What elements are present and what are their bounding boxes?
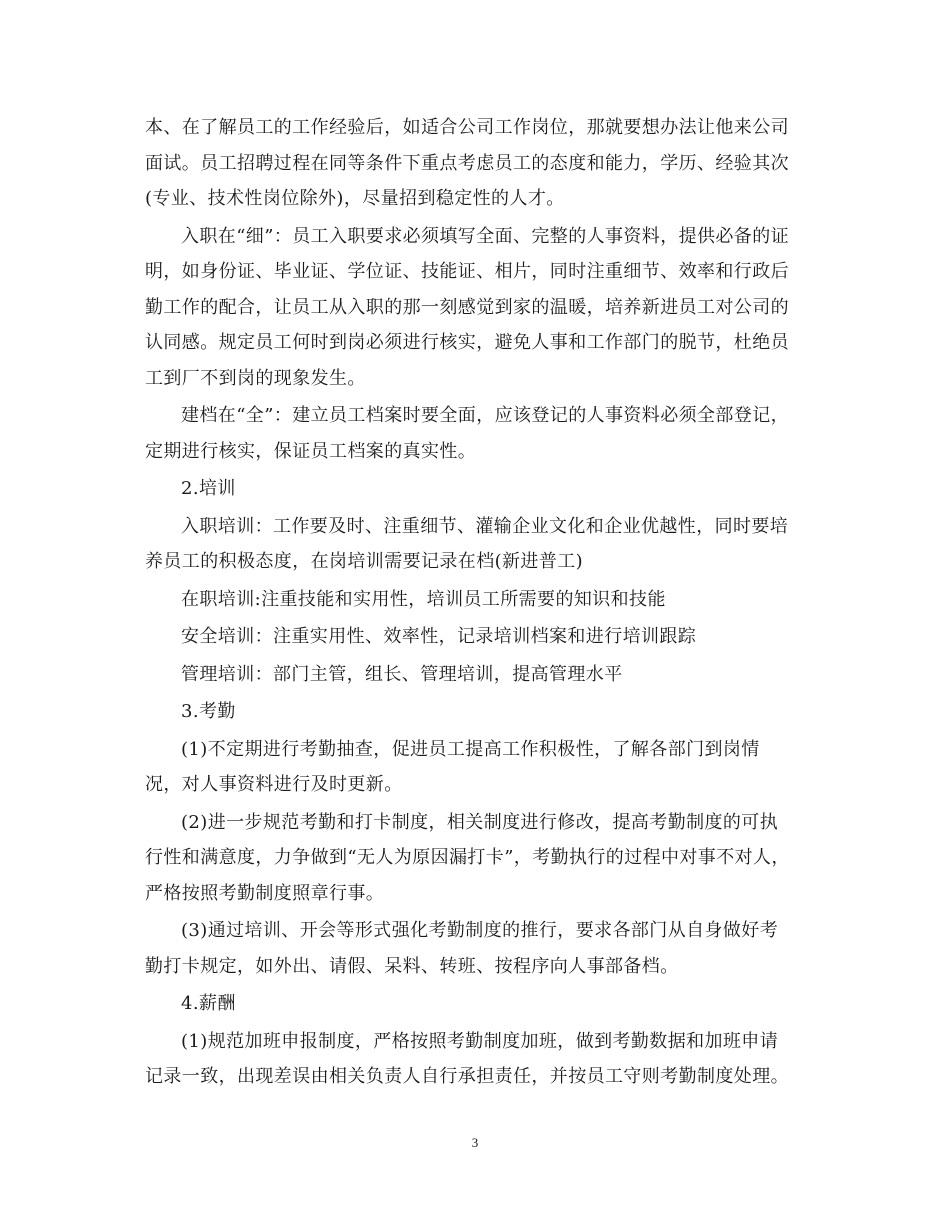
text-line: 面试。员工招聘过程在同等条件下重点考虑员工的态度和能力，学历、经验其次 xyxy=(145,152,789,174)
text-line: 入职在“细”：员工入职要求必须填写全面、完整的人事资料，提供必备的证 xyxy=(181,225,790,247)
text-line: 况，对人事资料进行及时更新。 xyxy=(145,774,403,795)
paragraph xyxy=(145,694,805,730)
paragraph xyxy=(145,619,805,655)
text-line: 管理培训：部门主管，组长、管理培训，提高管理水平 xyxy=(181,663,623,685)
text-line: 工到厂不到岗的现象发生。 xyxy=(145,367,366,389)
text-line: (2)进一步规范考勤和打卡制度，相关制度进行修改，提高考勤制度的可执 xyxy=(181,811,779,833)
text-line: 本、在了解员工的工作经验后，如适合公司工作岗位，那就要想办法让他来公司 xyxy=(145,117,789,138)
paragraph xyxy=(145,398,805,469)
text-line: (3)通过培训、开会等形式强化考勤制度的推行，要求各部门从自身做好考 xyxy=(181,920,779,941)
text-line: (1)规范加班申报制度，严格按照考勤制度加班，做到考勤数据和加班申请 xyxy=(181,1030,779,1052)
paragraph xyxy=(145,913,805,984)
paragraph xyxy=(145,986,805,1022)
paragraph xyxy=(145,805,805,912)
text-line: 在职培训:注重技能和实用性，培训员工所需要的知识和技能 xyxy=(181,588,666,610)
page-number: 3 xyxy=(471,1135,479,1150)
text-line: 建档在“全”：建立员工档案时要全面，应该登记的人事资料必须全部登记， xyxy=(181,405,790,426)
text-line: 入职培训：工作要及时、注重细节、灌输企业文化和企业优越性，同时要培 xyxy=(181,515,789,537)
paragraph xyxy=(145,582,805,618)
text-line: (1)不定期进行考勤抽查，促进员工提高工作积极性，了解各部门到岗情 xyxy=(181,738,760,760)
text-line: 记录一致，出现差误由相关负责人自行承担责任，并按员工守则考勤制度处理。 xyxy=(145,1066,789,1087)
paragraph xyxy=(145,509,805,580)
text-line: 3.考勤 xyxy=(181,701,236,722)
text-line: 安全培训：注重实用性、效率性，记录培训档案和进行培训跟踪 xyxy=(181,626,697,647)
text-line: 严格按照考勤制度照章行事。 xyxy=(145,882,385,904)
paragraph xyxy=(145,471,805,507)
text-line: 勤打卡规定，如外出、请假、呆料、转班、按程序向人事部备档。 xyxy=(145,955,679,977)
text-line: 定期进行核实，保证员工档案的真实性。 xyxy=(145,440,477,462)
text-line: 4.薪酬 xyxy=(181,993,236,1014)
text-line: 明，如身份证、毕业证、学位证、技能证、相片，同时注重细节、效率和行政后 xyxy=(145,261,789,282)
text-line: 认同感。规定员工何时到岗必须进行核实，避免人事和工作部门的脱节，杜绝员 xyxy=(145,332,789,353)
paragraph xyxy=(145,110,805,217)
paragraph xyxy=(145,219,805,397)
paragraph xyxy=(145,732,805,803)
text-line: 养员工的积极态度，在岗培训需要记录在档(新进普工) xyxy=(145,551,584,572)
document-body xyxy=(145,110,805,1097)
text-line: 行性和满意度，力争做到“无人为原因漏打卡”，考勤执行的过程中对事不对人， xyxy=(145,847,790,868)
paragraph xyxy=(145,657,805,693)
text-line: (专业、技术性岗位除外)，尽量招到稳定性的人才。 xyxy=(145,188,565,209)
text-line: 2.培训 xyxy=(181,478,236,499)
text-line: 勤工作的配合，让员工从入职的那一刻感觉到家的温暖，培养新进员工对公司的 xyxy=(145,296,789,318)
paragraph xyxy=(145,1024,805,1095)
